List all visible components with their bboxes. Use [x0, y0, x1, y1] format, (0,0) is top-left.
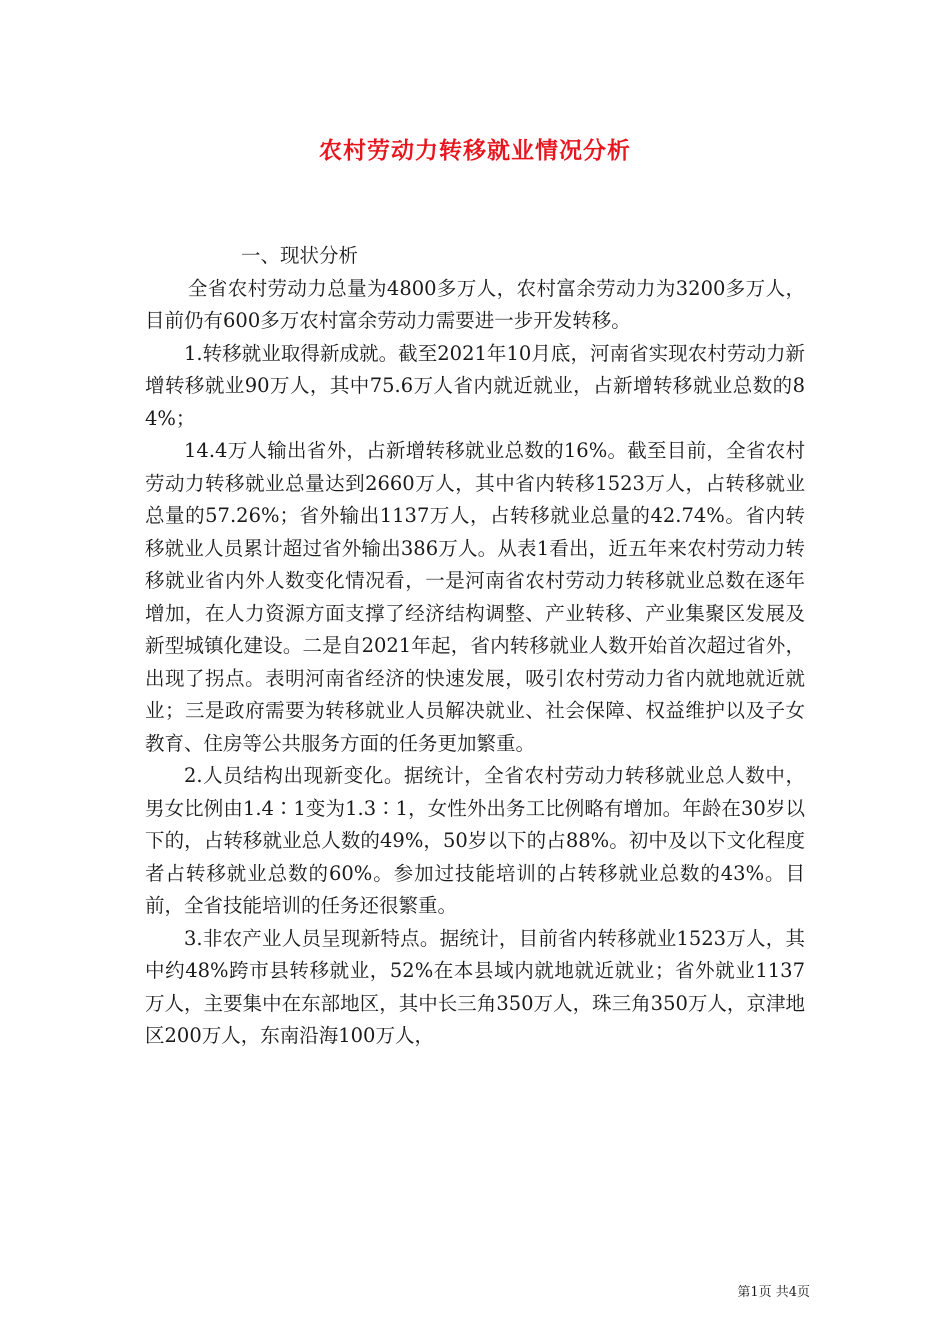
paragraph: 3.非农产业人员呈现新特点。据统计，目前省内转移就业1523万人，其中约48%跨市县转移就业，52%在本县域内就地就近就业；省外就业1137万人，主要集中在东部地区，其中长三角350万人，珠三角350万人，京津地区200万人，东南沿海100万人， — [145, 926, 805, 1047]
paragraph: 1.转移就业取得新成就。截至2021年10月底，河南省实现农村劳动力新增转移就业90万人，其中75.6万人省内就近就业，占新增转移就业总数的84%； — [145, 341, 805, 430]
document-body — [145, 240, 805, 1053]
paragraph: 14.4万人输出省外，占新增转移就业总数的16%。截至目前，全省农村劳动力转移就业总量达到2660万人，其中省内转移1523万人，占转移就业总量的57.26%；省外输出1137万人，占转移就业总量的42.74%。省内转移就业人员累计超过省外输出386万人。从表1看出，近五年来农村劳动力转移就业省内外人数变化情况看，一是河南省农村劳动力转移就业总数在逐年增加，在人力资源方面支撑了经济结构调整、产业转移、产业集聚区发展及新型城镇化建设。二是自2021年起，省内转移就业人数开始首次超过省外，出现了拐点。表明河南省经济的快速发展，吸引农村劳动力省内就地就近就业；三是政府需要为转移就业人员解决就业、社会保障、权益维护以及子女教育、住房等公共服务方面的任务更加繁重。 — [145, 439, 805, 755]
section-heading: 一、现状分析 — [241, 244, 359, 267]
page-number-footer: 第1页 共4页 — [737, 1285, 810, 1300]
paragraph: 2.人员结构出现新变化。据统计，全省农村劳动力转移就业总人数中，男女比例由1.4∶1变为1.3∶1，女性外出务工比例略有增加。年龄在30岁以下的，占转移就业总人数的49%，50岁以下的占88%。初中及以下文化程度者占转移就业总数的60%。参加过技能培训的占转移就业总数的43%。目前，全省技能培训的任务还很繁重。 — [145, 764, 805, 917]
paragraph: 全省农村劳动力总量为4800多万人，农村富余劳动力为3200多万人，目前仍有600多万农村富余劳动力需要进一步开发转移。 — [145, 276, 805, 332]
document-title: 农村劳动力转移就业情况分析 — [319, 137, 631, 164]
